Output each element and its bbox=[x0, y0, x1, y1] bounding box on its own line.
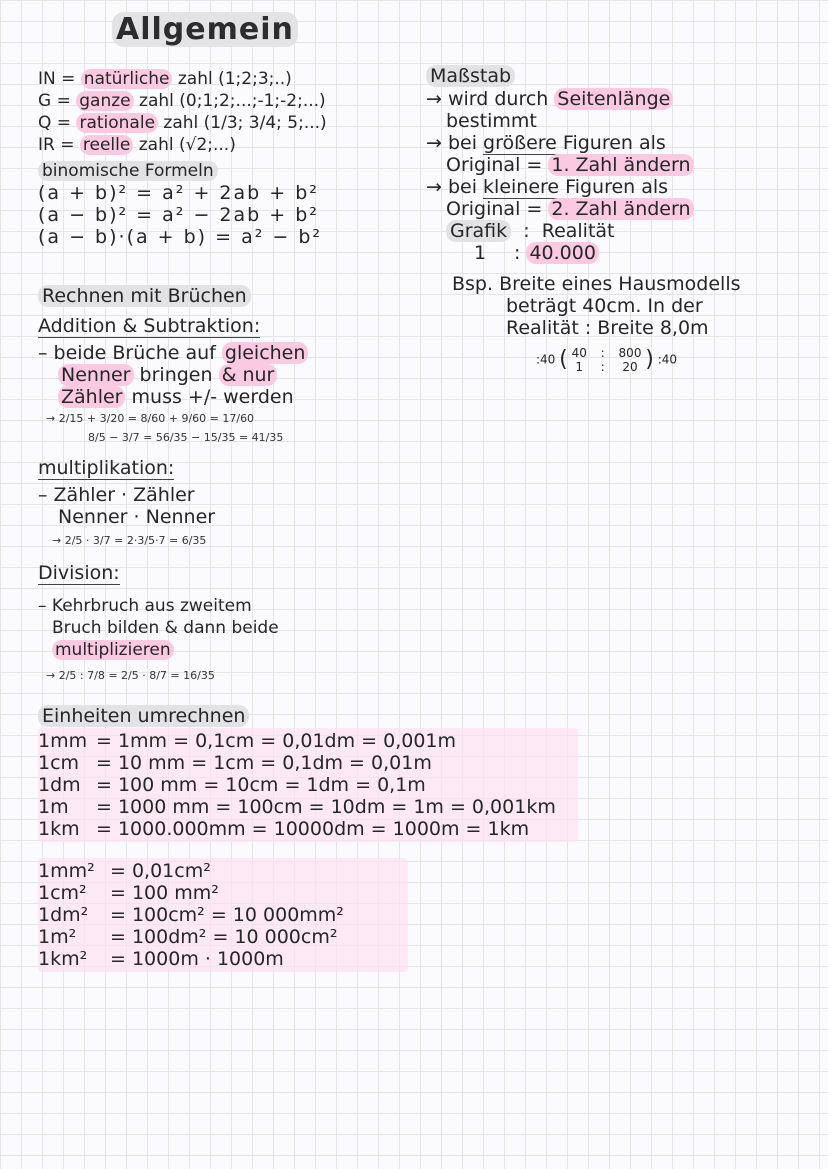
calc-factor: :40 bbox=[657, 352, 678, 367]
massstab-calc: :40 ( 40 1 : : 800 20 ) :40 bbox=[536, 346, 678, 374]
units-row bbox=[38, 730, 578, 752]
units-row bbox=[38, 818, 578, 840]
massstab-highlight: Seitenlänge bbox=[554, 88, 673, 110]
unit-equation: = 100 mm² bbox=[110, 882, 219, 904]
page-title bbox=[112, 12, 298, 47]
fraction-highlight: Nenner bbox=[58, 364, 134, 386]
fractions-heading: Rechnen mit Brüchen bbox=[38, 285, 251, 307]
set-desc: zahl (1/3; 3/4; 5;...) bbox=[158, 113, 327, 133]
massstab-highlight: größere bbox=[483, 132, 557, 154]
area-row bbox=[38, 948, 408, 970]
set-name: ganze bbox=[76, 91, 133, 111]
calc-value: 800 bbox=[618, 346, 642, 360]
division-rule: Bruch bilden & dann beide bbox=[52, 618, 279, 638]
fraction-text: – beide Brüche auf bbox=[38, 342, 216, 364]
area-row bbox=[38, 926, 408, 948]
fraction-text: bringen bbox=[139, 364, 213, 386]
unit-equation: = 100dm² = 10 000cm² bbox=[110, 926, 338, 948]
number-set-r: IR = reelle zahl (√2;...) bbox=[38, 135, 236, 155]
unit-label: 1km bbox=[38, 818, 80, 840]
number-set-n: IN = natürliche zahl (1;2;3;..) bbox=[38, 69, 292, 89]
unit-label: 1mm² bbox=[38, 860, 95, 882]
addition-example: → 2/15 + 3/20 = 8/60 + 9/60 = 17/60 bbox=[46, 412, 255, 425]
subtraction-example: 8/5 − 3/7 = 56/35 − 15/35 = 41/35 bbox=[88, 431, 284, 444]
area-row bbox=[38, 860, 408, 882]
calc-factor: :40 bbox=[536, 352, 556, 367]
set-name: natürliche bbox=[81, 69, 173, 89]
fraction-highlight: gleichen bbox=[222, 342, 309, 364]
massstab-text: → bei bbox=[426, 132, 477, 154]
binomial-line-3: (a − b)·(a + b) = a² − b² bbox=[38, 226, 323, 248]
massstab-text: → bei bbox=[426, 176, 477, 198]
unit-label: 1dm bbox=[38, 774, 81, 796]
unit-equation: = 1000.000mm = 10000dm = 1000m = 1km bbox=[96, 818, 530, 840]
example-line: Realität : Breite 8,0m bbox=[506, 317, 709, 339]
calc-value: 20 bbox=[622, 360, 638, 374]
unit-label: 1cm² bbox=[38, 882, 87, 904]
division-highlight: multiplizieren bbox=[52, 640, 174, 660]
massstab-text: bestimmt bbox=[446, 110, 537, 132]
area-row bbox=[38, 904, 408, 926]
binomial-line-1: (a + b)² = a² + 2ab + b² bbox=[38, 182, 319, 204]
set-name: rationale bbox=[76, 113, 158, 133]
unit-label: 1dm² bbox=[38, 904, 89, 926]
binomial-line-2: (a − b)² = a² − 2ab + b² bbox=[38, 204, 319, 226]
units-row bbox=[38, 752, 578, 774]
set-desc: zahl (1;2;3;..) bbox=[172, 69, 292, 89]
massstab-text: Original = bbox=[446, 154, 543, 176]
massstab-realitaet-label: Realität bbox=[541, 220, 615, 242]
page-title-text: Allgemein bbox=[112, 12, 298, 47]
unit-equation: = 100 mm = 10cm = 1dm = 0,1m bbox=[96, 774, 426, 796]
unit-equation: = 100cm² = 10 000mm² bbox=[110, 904, 344, 926]
number-set-q: Q = rationale zahl (1/3; 3/4; 5;...) bbox=[38, 113, 327, 133]
unit-label: 1m bbox=[38, 796, 69, 818]
number-sets bbox=[38, 68, 327, 156]
set-symbol: IN bbox=[38, 69, 56, 89]
units-row bbox=[38, 774, 578, 796]
division-rule: – Kehrbruch bbox=[38, 596, 140, 616]
massstab-text: Figuren als bbox=[565, 176, 669, 198]
example-line: Bsp. Breite eines Hausmodells bbox=[452, 273, 741, 295]
division-rule: aus zweitem bbox=[144, 596, 252, 616]
division-example: → 2/5 : 7/8 = 2/5 · 8/7 = 16/35 bbox=[46, 669, 215, 682]
units-heading: Einheiten umrechnen bbox=[38, 705, 249, 727]
units-row bbox=[38, 796, 578, 818]
set-symbol: G bbox=[38, 91, 52, 111]
length-units-table bbox=[38, 728, 578, 842]
binomial-heading: binomische Formeln bbox=[38, 161, 218, 181]
multiplication-rule: – Zähler · Zähler bbox=[38, 484, 195, 506]
units-section bbox=[38, 704, 249, 728]
set-symbol: Q bbox=[38, 113, 52, 133]
addition-heading: Addition & Subtraktion: bbox=[38, 315, 261, 337]
unit-label: 1km² bbox=[38, 948, 88, 970]
binomial-formulas bbox=[38, 160, 322, 248]
set-desc: zahl (0;1;2;...;-1;-2;...) bbox=[133, 91, 326, 111]
set-desc: zahl (√2;...) bbox=[133, 135, 236, 155]
massstab-text: Figuren als bbox=[562, 132, 666, 154]
massstab-heading: Maßstab bbox=[426, 65, 515, 87]
division-heading: Division: bbox=[38, 562, 120, 584]
unit-equation: = 10 mm = 1cm = 0,1dm = 0,01m bbox=[96, 752, 432, 774]
massstab-example bbox=[452, 273, 741, 339]
massstab-highlight: 1. Zahl ändern bbox=[548, 154, 693, 176]
massstab-realitaet-value: 40.000 bbox=[526, 242, 598, 264]
unit-equation: = 0,01cm² bbox=[110, 860, 211, 882]
area-units-table bbox=[38, 858, 408, 972]
massstab-grafik-value: 1 bbox=[473, 242, 487, 264]
massstab-highlight: kleinere bbox=[483, 176, 560, 198]
unit-label: 1m² bbox=[38, 926, 77, 948]
massstab-text: → wird durch bbox=[426, 88, 549, 110]
set-name: reelle bbox=[80, 135, 133, 155]
example-line: beträgt 40cm. In der bbox=[506, 295, 703, 317]
massstab-highlight: 2. Zahl ändern bbox=[548, 198, 693, 220]
massstab-grafik-label: Grafik bbox=[446, 220, 511, 242]
multiplication-example: → 2/5 · 3/7 = 2·3/5·7 = 6/35 bbox=[52, 534, 207, 547]
area-row bbox=[38, 882, 408, 904]
multiplication-rule: Nenner · Nenner bbox=[58, 506, 216, 528]
fraction-highlight: Zähler bbox=[58, 386, 125, 408]
unit-equation: = 1000m · 1000m bbox=[110, 948, 284, 970]
massstab-text: Original = bbox=[446, 198, 543, 220]
fraction-text: muss +/- werden bbox=[131, 386, 294, 408]
unit-label: 1mm bbox=[38, 730, 88, 752]
fractions-section bbox=[38, 284, 308, 682]
massstab-section: Maßstab → wird durch Seitenlänge bestimmt → bei größere Figuren als Original = 1. Zahl ändern → bei kleinere Figuren als Original = 2. Zahl ändern Grafik : Realität 1 : 40.000 bbox=[426, 64, 694, 264]
unit-equation: = 1000 mm = 100cm = 10dm = 1m = 0,001km bbox=[96, 796, 556, 818]
set-symbol: IR bbox=[38, 135, 55, 155]
unit-equation: = 1mm = 0,1cm = 0,01dm = 0,001m bbox=[96, 730, 457, 752]
multiplication-heading: multiplikation: bbox=[38, 457, 175, 479]
fraction-highlight: & nur bbox=[219, 364, 278, 386]
calc-value: 40 bbox=[571, 346, 587, 360]
calc-value: 1 bbox=[575, 360, 584, 374]
unit-label: 1cm bbox=[38, 752, 80, 774]
number-set-z: G = ganze zahl (0;1;2;...;-1;-2;...) bbox=[38, 91, 326, 111]
